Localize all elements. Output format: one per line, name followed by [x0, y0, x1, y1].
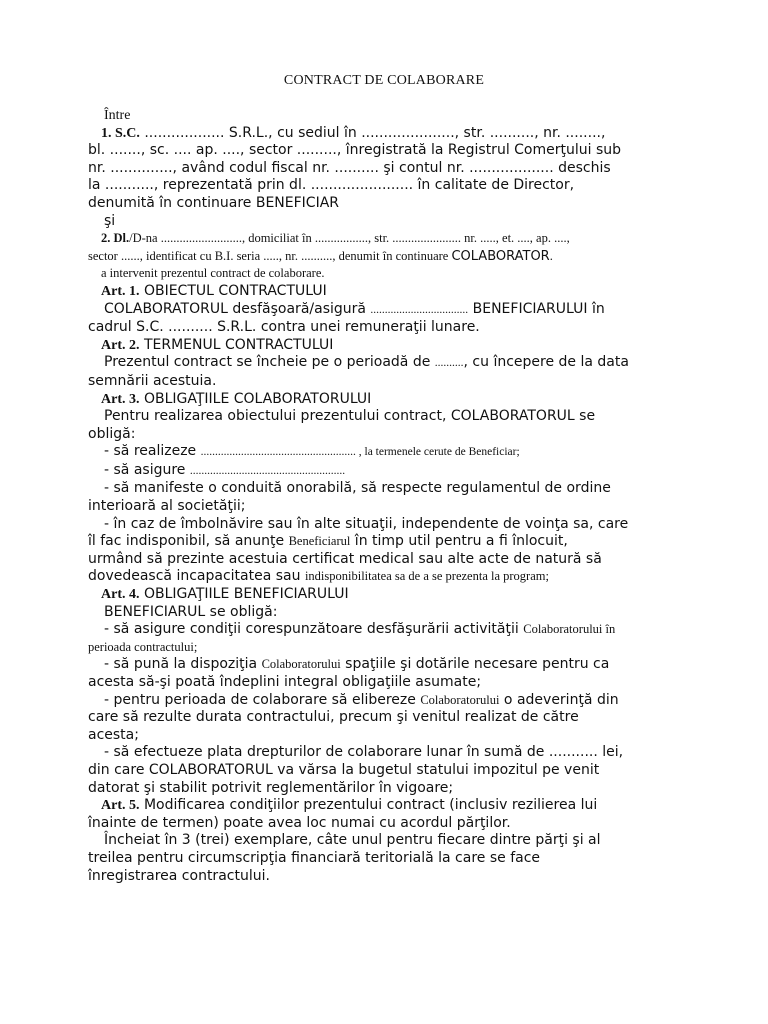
art1-label: Art. 1.: [101, 283, 140, 299]
art1-title: OBIECTUL CONTRACTULUI: [139, 282, 327, 299]
art3-b4-text-4: indisponibilitatea sa de a se prezenta la program;: [304, 569, 549, 584]
art3-line-2: obligă:: [88, 425, 136, 442]
art4-bullet-4-cont-1: din care COLABORATORUL va vărsa la bugetul statului impozitul pe venit: [88, 761, 600, 778]
art3-b4-beneficiar: Beneficiarul: [288, 534, 351, 549]
art2-title: TERMENUL CONTRACTULUI: [139, 336, 334, 353]
art2-text-a: Prezentul contract se încheie pe o perioadă de: [104, 354, 435, 371]
art3-bullet-4: - în caz de îmbolnăvire sau în alte situaţii, independente de voinţa sa, care: [104, 515, 629, 532]
art3-bullet-3-cont: interioară al societăţii;: [88, 498, 246, 515]
art2-heading: [88, 337, 688, 355]
and-word: şi: [104, 212, 116, 229]
art3-b4-text-2: în timp util pentru a fi înlocuit,: [350, 533, 568, 550]
art3-bullet-4-cont-3: [88, 568, 688, 586]
party1-line-3: nr. .............., având codul fiscal nr. .......... şi contul nr. ................... deschis: [88, 159, 611, 176]
art3-b4-text-3: dovedească incapacitatea sau: [88, 568, 305, 585]
art5-line-2: înainte de termen) poate avea loc numai cu acordul părţilor.: [88, 814, 511, 831]
art4-bullet-1: [88, 621, 688, 639]
art4-b3-text-2: o adeverinţă din: [499, 691, 619, 708]
art2-text-c: , cu începere de la data: [463, 354, 629, 371]
party2-dot: .: [549, 248, 553, 263]
art3-label: Art. 3.: [101, 391, 140, 407]
art4-label: Art. 4.: [101, 587, 140, 603]
contract-body: [88, 107, 688, 885]
intro-line: Între: [104, 108, 131, 123]
art4-bullet-2-cont: acesta să-şi poată îndeplini integral obligaţiile asumate;: [88, 674, 482, 690]
art4-bullet-4: - să efectueze plata drepturilor de colaborare lunar în sumă de ........... lei,: [104, 744, 624, 761]
art3-heading: [88, 391, 688, 409]
party1-label: 1. S.C.: [101, 125, 140, 141]
closing-line-2: treilea pentru circumscripţia financiară teritorială la care se face: [88, 849, 541, 866]
party1-text-1: .................. S.R.L., cu sediul în ....................., str. .........., nr. ........,: [139, 124, 606, 141]
party2-role: COLABORATOR: [451, 248, 550, 264]
art1-line-1: [88, 301, 688, 320]
art3-title: OBLIGAŢIILE COLABORATORULUI: [139, 390, 372, 407]
closing-line-1: Încheiat în 3 (trei) exemplare, câte unul pentru fiecare dintre părţi şi al: [104, 832, 601, 849]
art4-bullet-4-cont-2: datorat şi stabilit potrivit reglementărilor în vigoare;: [88, 779, 454, 796]
art4-b2-text: - să pună la dispoziţia: [104, 656, 262, 673]
art2-line-2: semnării acestuia.: [88, 372, 217, 389]
document-title: CONTRACT DE COLABORARE: [283, 73, 485, 88]
art4-b2-colab: Colaboratorului: [261, 657, 341, 672]
art1-line-2: cadrul S.C. .......... S.R.L. contra unei remuneraţii lunare.: [88, 319, 480, 336]
art4-bullet-1-cont: perioada contractului;: [88, 639, 198, 654]
art3-b1-blank: ...................................................... , la termenele cerute de Beneficiar;: [200, 446, 520, 459]
art3-bullet-4-cont-2: urmând să prezinte acestuia certificat medical sau alte acte de natură să: [88, 550, 602, 567]
art4-b3-colab: Colaboratorului: [420, 692, 500, 707]
art4-b1-colab: Colaboratorului în: [523, 622, 616, 637]
art1-text-c: BENEFICIARULUI în: [468, 300, 605, 317]
art2-blank: ..........: [434, 357, 464, 370]
art4-bullet-3-cont-2: acesta;: [88, 726, 139, 743]
art3-b1-text: - să realizeze: [104, 443, 201, 460]
party2-line-3: a intervenit prezentul contract de colaborare.: [101, 266, 325, 281]
party2-text-2: sector ......, identificat cu B.I. seria ....., nr. .........., denumit în continuare: [88, 248, 452, 263]
art5-label: Art. 5.: [101, 798, 140, 814]
art3-bullet-4-cont-1: [88, 533, 688, 551]
art3-b2-text: - să asigure: [104, 461, 190, 478]
party1-line-1: [88, 125, 688, 143]
art4-line-1: BENEFICIARUL se obligă:: [104, 603, 278, 620]
art4-b1-text: - să asigure condiţii corespunzătoare desfăşurării activităţii: [104, 621, 524, 638]
art4-bullet-3-cont-1: care să rezulte durata contractului, precum şi venitul realizat de către: [88, 709, 579, 726]
closing-line-3: înregistrarea contractului.: [88, 867, 270, 884]
art3-bullet-1: [88, 443, 688, 462]
art3-bullet-2: [88, 462, 688, 481]
art1-heading: [88, 283, 688, 301]
art2-label: Art. 2.: [101, 337, 140, 353]
art3-line-1: Pentru realizarea obiectului prezentului contract, COLABORATORUL se: [104, 408, 596, 425]
art3-b2-blank: ......................................................: [189, 464, 346, 477]
party1-line-5: denumită în continuare BENEFICIAR: [88, 194, 340, 211]
art4-b2-text-2: spaţiile şi dotările necesare pentru ca: [340, 656, 610, 673]
art4-b3-text: - pentru perioada de colaborare să elibereze: [104, 691, 421, 708]
art4-heading: [88, 586, 688, 604]
art5-line-1: [88, 797, 688, 815]
party2-text-1: /D-na .........................., domiciliat în ................., str. ...................... nr. ....., et. ...., ap. ....,: [129, 231, 570, 246]
party2-line-2: [88, 248, 688, 266]
art4-bullet-2: [88, 656, 688, 674]
art4-title: OBLIGAŢIILE BENEFICIARULUI: [139, 586, 349, 603]
art1-blank: ..................................: [370, 303, 469, 316]
art1-text-a: COLABORATORUL desfăşoară/asigură: [104, 300, 371, 317]
art2-line-1: [88, 354, 688, 373]
art4-bullet-3: [88, 692, 688, 710]
party2-label: 2. Dl.: [101, 231, 130, 246]
party1-line-2: bl. ......., sc. .... ap. ...., sector ........., înregistrată la Registrul Comerţului sub: [88, 142, 622, 159]
party2-line-1: [88, 230, 688, 248]
party1-line-4: la ..........., reprezentată prin dl. ....................... în calitate de Director,: [88, 177, 575, 194]
art5-text-1: Modificarea condiţiilor prezentului contract (inclusiv rezilierea lui: [139, 797, 598, 814]
art3-bullet-3: - să manifeste o conduită onorabilă, să respecte regulamentul de ordine: [104, 480, 611, 497]
art3-b4-text-1: îl fac indisponibil, să anunţe: [88, 533, 289, 550]
